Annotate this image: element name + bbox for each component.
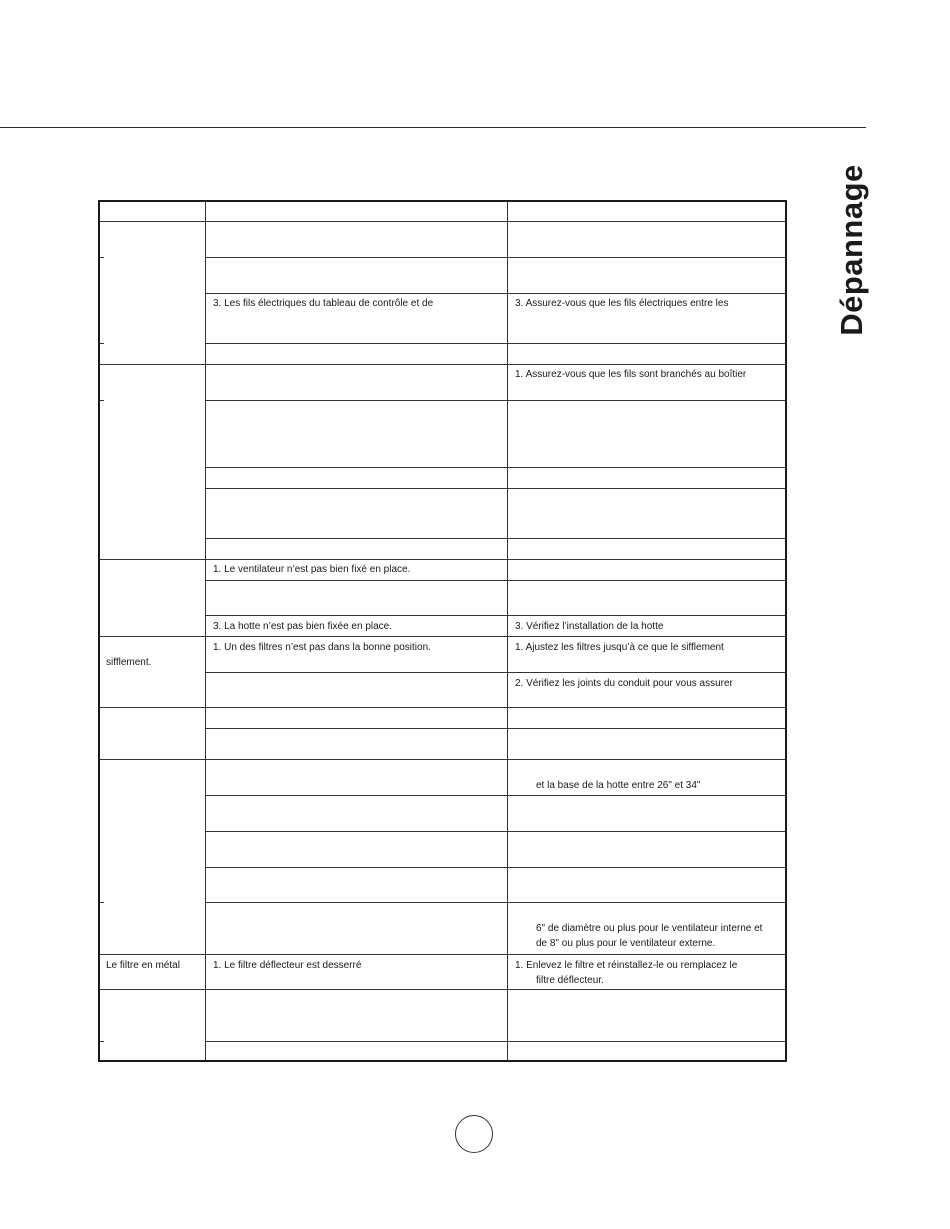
tick-mark (100, 257, 104, 258)
row-divider (205, 728, 785, 729)
solution-cell: 2. Vérifiez les joints du conduit pour vous assurer (515, 678, 733, 689)
solution-cell: 1. Assurez-vous que les fils sont branchés au boîtier (515, 369, 747, 380)
row-divider (205, 902, 785, 903)
solution-cell: filtre déflecteur. (536, 975, 604, 986)
solution-cell: 1. Ajustez les filtres jusqu’à ce que le sifflement (515, 642, 724, 653)
group-divider (100, 759, 785, 760)
solution-cell: de 8" ou plus pour le ventilateur externe. (536, 938, 716, 949)
row-divider (205, 467, 785, 468)
row-divider (205, 488, 785, 489)
group-divider (100, 559, 785, 560)
group-divider (100, 954, 785, 955)
solution-cell: 1. Enlevez le filtre et réinstallez-le ou remplacez le (515, 960, 738, 971)
tick-mark (100, 343, 104, 344)
row-divider (205, 580, 785, 581)
cause-cell: 3. La hotte n’est pas bien fixée en place. (213, 621, 393, 632)
cause-cell: 1. Un des filtres n’est pas dans la bonne position. (213, 642, 431, 653)
row-divider (205, 831, 785, 832)
group-divider (100, 636, 785, 637)
row-divider (205, 867, 785, 868)
problem-cell: sifflement. (106, 657, 152, 668)
header-row-divider (100, 221, 785, 222)
top-rule (0, 127, 866, 128)
row-divider (205, 672, 785, 673)
column-divider-2 (507, 202, 508, 1060)
tick-mark (100, 400, 104, 401)
row-divider (205, 400, 785, 401)
cause-cell: 1. Le filtre déflecteur est desserré (213, 960, 362, 971)
cause-cell: 1. Le ventilateur n’est pas bien fixé en place. (213, 564, 411, 575)
cause-cell: 3. Les fils électriques du tableau de contrôle et de (213, 298, 434, 309)
column-divider-1 (205, 202, 206, 1060)
solution-cell: 6" de diamètre ou plus pour le ventilateur interne et (536, 923, 763, 934)
tick-mark (100, 1041, 104, 1042)
row-divider (205, 1041, 785, 1042)
row-divider (205, 257, 785, 258)
solution-cell: et la base de la hotte entre 26" et 34" (536, 780, 701, 791)
troubleshooting-table (98, 200, 787, 1062)
row-divider (205, 795, 785, 796)
solution-cell: 3. Assurez-vous que les fils électriques entre les (515, 298, 729, 309)
tick-mark (100, 902, 104, 903)
row-divider (205, 615, 785, 616)
group-divider (100, 707, 785, 708)
page-number-circle (455, 1115, 493, 1153)
row-divider (205, 293, 785, 294)
row-divider (205, 343, 785, 344)
section-title-depannage: Dépannage (834, 164, 869, 336)
group-divider (100, 989, 785, 990)
problem-cell: Le filtre en métal (106, 960, 180, 971)
solution-cell: 3. Vérifiez l’installation de la hotte (515, 621, 664, 632)
group-divider (100, 364, 785, 365)
row-divider (205, 538, 785, 539)
